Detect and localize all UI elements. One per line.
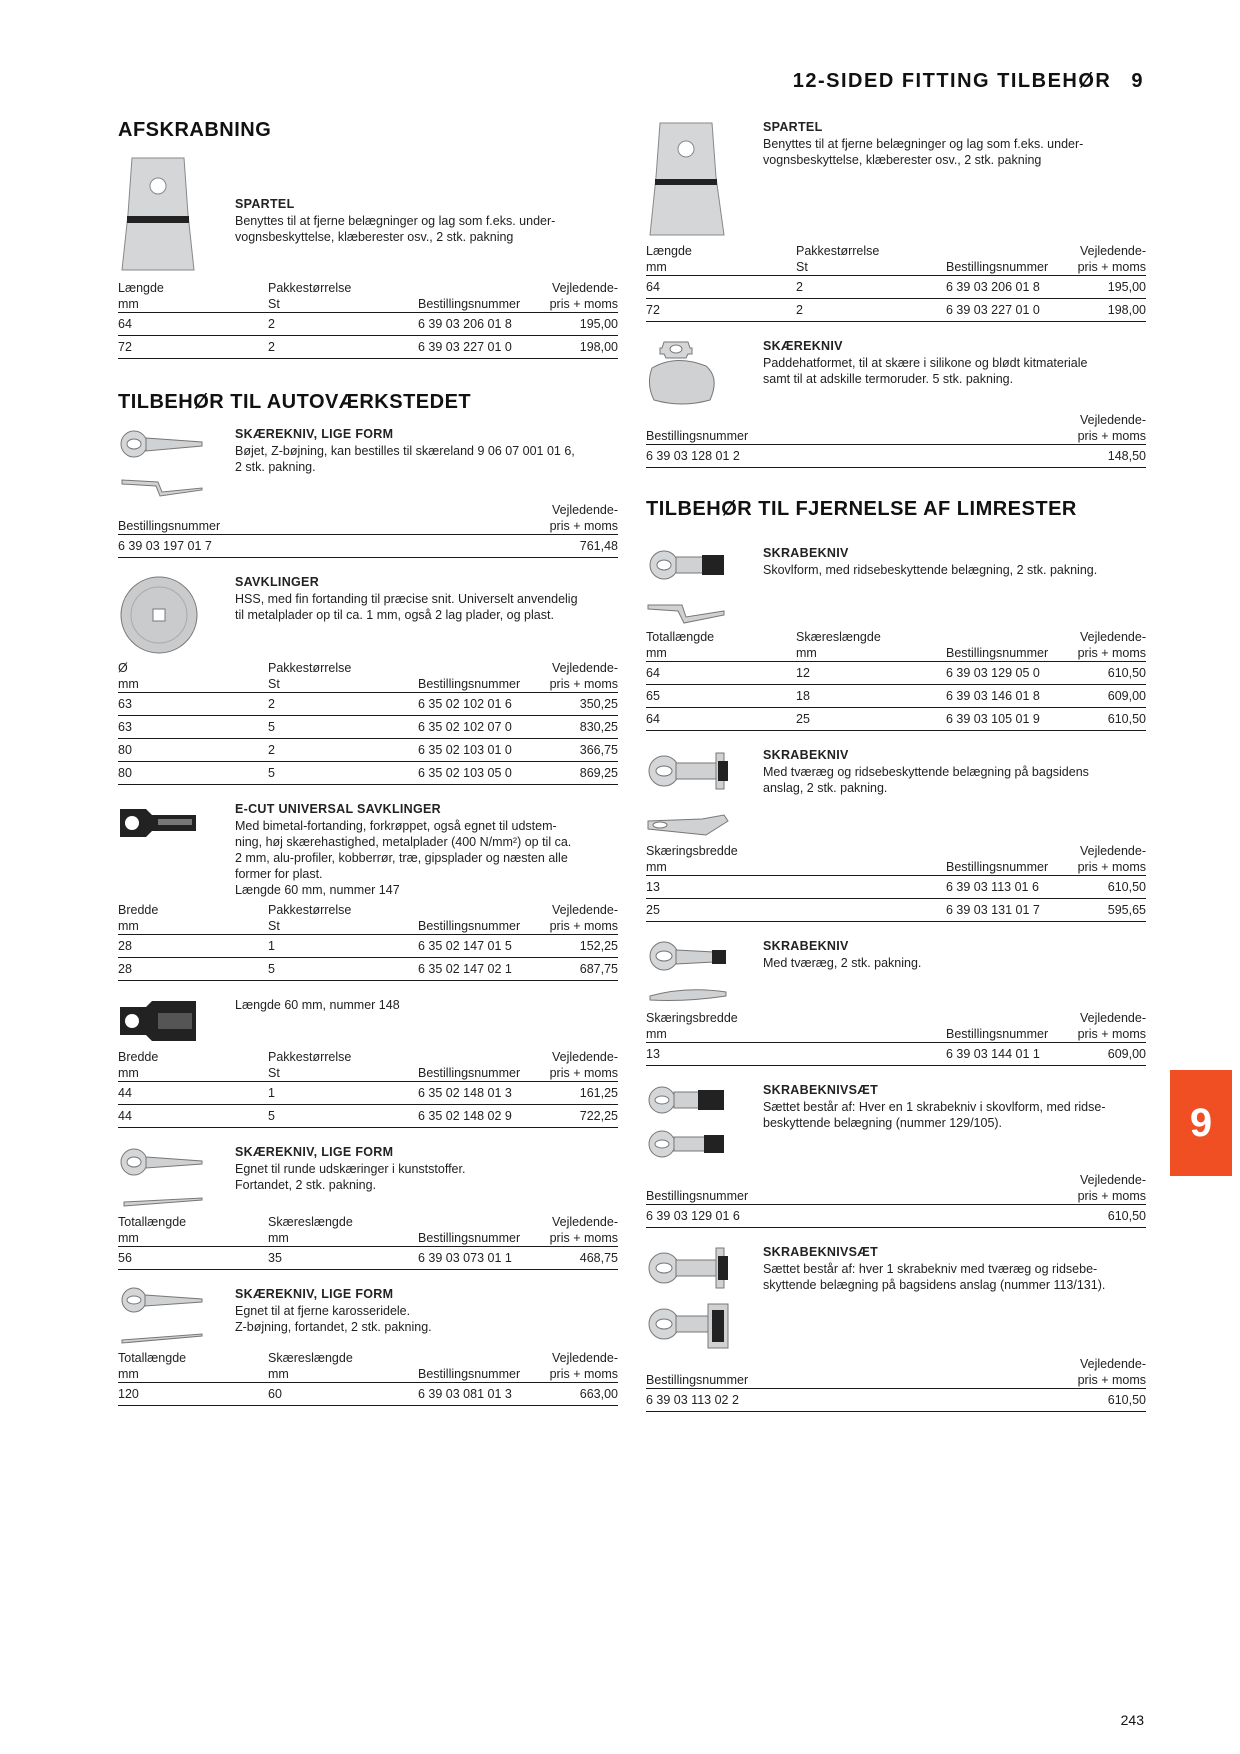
saw-blade-image — [118, 574, 234, 656]
product-ecut-148 — [118, 997, 618, 1128]
chapter-tab: 9 — [1170, 1070, 1232, 1176]
table-row: 25 6 39 03 131 01 7 595,65 — [646, 899, 1146, 922]
scraper-narrow-image — [646, 938, 762, 1006]
spec-table: Ø mm Pakkestørrelse St Bestillingsnummer Vejledende- pris + moms 63 2 6 35 02 102 01 6 350,25 63 5 6 35 02 102 07 0 830,25 80 2 6 35 02 103 01 0 366,75 80 5 6 35 02 103 05 0 869,25 — [118, 660, 618, 785]
mushroom-knife-image — [646, 338, 762, 408]
ecut-wide-blade-image — [118, 997, 234, 1045]
table-row: 28 5 6 35 02 147 02 1 687,75 — [118, 958, 618, 981]
table-row: 6 39 03 128 01 2 148,50 — [646, 445, 1146, 468]
product-title: SKRABEKNIVSÆT — [763, 1245, 879, 1259]
spec-table: Totallængde mm Skæreslængde mm Bestillingsnummer Vejledende- pris + moms 120 60 6 39 03 081 01 3 663,00 — [118, 1350, 618, 1406]
spec-table: Totallængde mm Skæreslængde mm Bestillingsnummer Vejledende- pris + moms 56 35 6 39 03 073 01 1 468,75 — [118, 1214, 618, 1270]
product-skaerekniv-lige-form-1 — [118, 426, 618, 558]
product-description: Sættet består af: hver 1 skrabekniv med tværæg og ridsebe- skyttende belægning på bagsidens anslag (nummer 113/131). — [763, 1262, 1106, 1292]
scraper-cross-set-image — [646, 1244, 762, 1352]
cutting-knife-image — [118, 426, 234, 498]
product-skrabekniv-2 — [646, 747, 1146, 922]
scraper-cross-edge-image — [646, 747, 762, 839]
product-ecut-147 — [118, 801, 618, 981]
table-row: 56 35 6 39 03 073 01 1 468,75 — [118, 1247, 618, 1270]
product-skrabeknivsaet-2 — [646, 1244, 1146, 1412]
table-row: 6 39 03 197 01 7 761,48 — [118, 535, 618, 558]
spec-table: Skæringsbredde mm Bestillingsnummer Vejledende- pris + moms 13 6 39 03 144 01 1 609,00 — [646, 1010, 1146, 1066]
ecut-blade-image — [118, 801, 234, 841]
spec-table: Bredde mm Pakkestørrelse St Bestillingsnummer Vejledende- pris + moms 44 1 6 35 02 148 01 3 161,25 44 5 6 35 02 148 02 9 722,25 — [118, 1049, 618, 1128]
product-title: E-CUT UNIVERSAL SAVKLINGER — [235, 802, 441, 816]
product-skrabeknivsaet-1 — [646, 1082, 1146, 1228]
round-cut-knife-image — [118, 1144, 234, 1210]
product-description: Egnet til at fjerne karosseridele. Z-bøjning, fortandet, 2 stk. pakning. — [235, 1304, 432, 1334]
page-number: 243 — [1120, 1712, 1144, 1728]
product-title: SKÆREKNIV, LIGE FORM — [235, 1145, 394, 1159]
spec-table: Bestillingsnummer Vejledende- pris + moms 6 39 03 197 01 7 761,48 — [118, 502, 618, 558]
scraper-set-image — [646, 1082, 762, 1168]
section-title-afskrabning: AFSKRABNING — [118, 119, 272, 141]
product-spartel-left — [118, 154, 618, 359]
table-row: 80 5 6 35 02 103 05 0 869,25 — [118, 762, 618, 785]
left-column — [118, 119, 618, 1422]
spec-table: Bestillingsnummer Vejledende- pris + moms 6 39 03 113 02 2 610,50 — [646, 1356, 1146, 1412]
product-title: SKÆREKNIV, LIGE FORM — [235, 1287, 394, 1301]
product-description: Bøjet, Z-bøjning, kan bestilles til skæreland 9 06 07 001 01 6, 2 stk. pakning. — [235, 444, 575, 474]
product-title: SKRABEKNIV — [763, 546, 849, 560]
product-skrabekniv-3 — [646, 938, 1146, 1066]
product-description: Egnet til runde udskæringer i kunststoffer. Fortandet, 2 stk. pakning. — [235, 1162, 466, 1192]
product-description: Længde 60 mm, nummer 148 — [235, 998, 400, 1012]
table-row: 13 6 39 03 113 01 6 610,50 — [646, 876, 1146, 899]
section-title-autovaerkstedet: TILBEHØR TIL AUTOVÆRKSTEDET — [118, 391, 472, 413]
table-row: 44 5 6 35 02 148 02 9 722,25 — [118, 1105, 618, 1128]
table-row: 64 12 6 39 03 129 05 0 610,50 — [646, 662, 1146, 685]
product-description: Med bimetal-fortanding, forkrøppet, også egnet til udstem- ning, høj skærehastighed, metalplader (400 N/mm²) op til ca. 2 mm, alu-profiler, kobberrør, træ, gipsplader og næsten alle former for plast. Længde 60 mm, nummer 147 — [235, 819, 572, 897]
table-row: 80 2 6 35 02 103 01 0 366,75 — [118, 739, 618, 762]
table-row: 72 2 6 39 03 227 01 0 198,00 — [646, 299, 1146, 322]
table-row: 13 6 39 03 144 01 1 609,00 — [646, 1043, 1146, 1066]
product-description: Med tværæg, 2 stk. pakning. — [763, 956, 922, 970]
table-row: 6 39 03 113 02 2 610,50 — [646, 1389, 1146, 1412]
product-title: SKRABEKNIV — [763, 748, 849, 762]
product-description: Sættet består af: Hver en 1 skrabekniv i skovlform, med ridse- beskyttende belægning (nummer 129/105). — [763, 1100, 1106, 1130]
spec-table: Længde mm Pakkestørrelse St Bestillingsnummer Vejledende- pris + moms 64 2 6 39 03 206 01 8 195,00 72 2 6 39 03 227 01 0 198,00 — [118, 280, 618, 359]
table-row: 6 39 03 129 01 6 610,50 — [646, 1205, 1146, 1228]
product-description: Benyttes til at fjerne belægninger og lag som f.eks. under- vognsbeskyttelse, klæberester osv., 2 stk. pakning — [763, 137, 1084, 167]
spartel-image — [646, 119, 762, 239]
product-savklinger — [118, 574, 618, 785]
product-skaerekniv-paddehat — [646, 338, 1146, 468]
page-header-chapter: 9 — [1131, 70, 1144, 92]
table-row: 64 2 6 39 03 206 01 8 195,00 — [118, 313, 618, 336]
scraper-knife-image — [646, 545, 762, 625]
product-description: HSS, med fin fortanding til præcise snit. Universelt anvendelig til metalplader op til ca. 1 mm, også 2 lag plader, og plast. — [235, 592, 578, 622]
product-skrabekniv-1 — [646, 545, 1146, 731]
product-description: Paddehatformet, til at skære i silikone og blødt kitmateriale samt til at adskille termoruder. 5 stk. pakning. — [763, 356, 1088, 386]
product-title: SAVKLINGER — [235, 575, 320, 589]
product-description: Skovlform, med ridsebeskyttende belægning, 2 stk. pakning. — [763, 563, 1098, 577]
table-row: 44 1 6 35 02 148 01 3 161,25 — [118, 1082, 618, 1105]
table-row: 65 18 6 39 03 146 01 8 609,00 — [646, 685, 1146, 708]
product-description: Benyttes til at fjerne belægninger og lag som f.eks. under- vognsbeskyttelse, klæberester osv., 2 stk. pakning — [235, 214, 556, 244]
table-row: 63 2 6 35 02 102 01 6 350,25 — [118, 693, 618, 716]
page-header-title: 12-SIDED FITTING TILBEHØR — [792, 70, 1112, 92]
product-description: Med tværæg og ridsebeskyttende belægning på bagsidens anslag, 2 stk. pakning. — [763, 765, 1089, 795]
table-row: 72 2 6 39 03 227 01 0 198,00 — [118, 336, 618, 359]
product-spartel-right — [646, 119, 1146, 322]
page-header — [793, 70, 1144, 93]
body-part-knife-image — [118, 1286, 234, 1346]
spec-table: Bestillingsnummer Vejledende- pris + moms 6 39 03 128 01 2 148,50 — [646, 412, 1146, 468]
product-skaerekniv-lige-form-3 — [118, 1286, 618, 1406]
table-row: 64 2 6 39 03 206 01 8 195,00 — [646, 276, 1146, 299]
product-title: SPARTEL — [763, 120, 823, 134]
table-row: 63 5 6 35 02 102 07 0 830,25 — [118, 716, 618, 739]
section-title-limrester: TILBEHØR TIL FJERNELSE AF LIMRESTER — [646, 498, 1077, 520]
right-column — [646, 119, 1146, 1428]
product-skaerekniv-lige-form-2 — [118, 1144, 618, 1270]
spartel-image — [118, 154, 234, 276]
spec-table: Totallængde mm Skæreslængde mm Bestillingsnummer Vejledende- pris + moms 64 12 6 39 03 129 05 0 610,50 65 18 6 39 03 146 01 8 609,00 64 25 6 39 03 105 01 9 610,50 — [646, 629, 1146, 731]
product-title: SKRABEKNIVSÆT — [763, 1083, 879, 1097]
product-title: SKÆREKNIV, LIGE FORM — [235, 427, 394, 441]
spec-table: Bestillingsnummer Vejledende- pris + moms 6 39 03 129 01 6 610,50 — [646, 1172, 1146, 1228]
spec-table: Skæringsbredde mm Bestillingsnummer Vejledende- pris + moms 13 6 39 03 113 01 6 610,50 25 6 39 03 131 01 7 595,65 — [646, 843, 1146, 922]
product-title: SPARTEL — [235, 197, 295, 211]
table-row: 64 25 6 39 03 105 01 9 610,50 — [646, 708, 1146, 731]
spec-table: Længde mm Pakkestørrelse St Bestillingsnummer Vejledende- pris + moms 64 2 6 39 03 206 01 8 195,00 72 2 6 39 03 227 01 0 198,00 — [646, 243, 1146, 322]
table-row: 120 60 6 39 03 081 01 3 663,00 — [118, 1383, 618, 1406]
table-row: 28 1 6 35 02 147 01 5 152,25 — [118, 935, 618, 958]
product-title: SKÆREKNIV — [763, 339, 843, 353]
product-title: SKRABEKNIV — [763, 939, 849, 953]
spec-table: Bredde mm Pakkestørrelse St Bestillingsnummer Vejledende- pris + moms 28 1 6 35 02 147 01 5 152,25 28 5 6 35 02 147 02 1 687,75 — [118, 902, 618, 981]
